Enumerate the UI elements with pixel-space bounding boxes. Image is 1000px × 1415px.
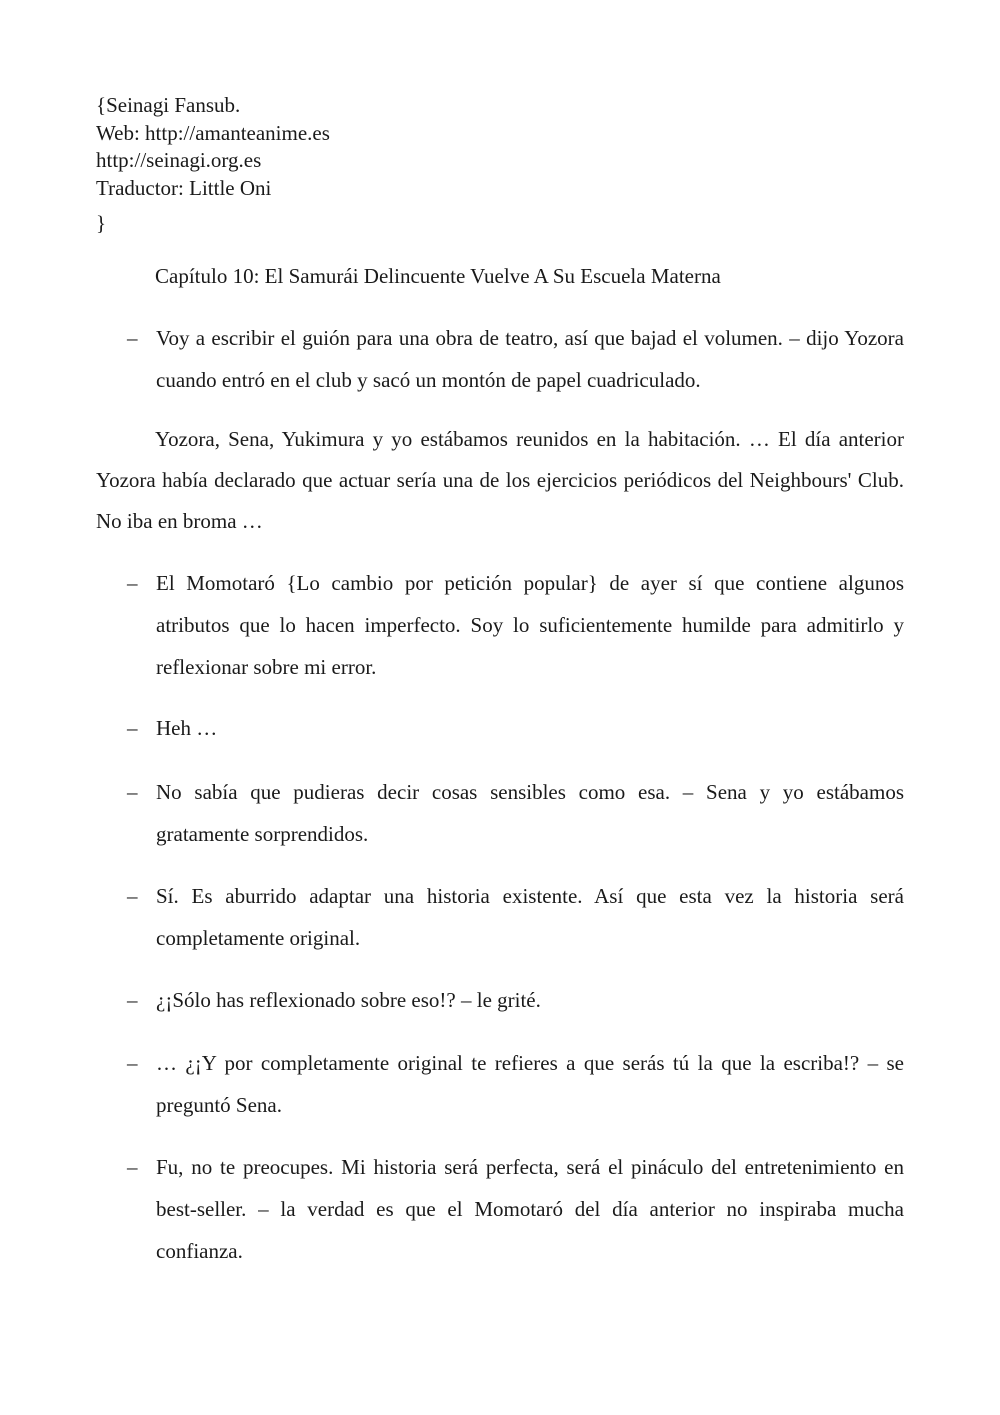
- paragraph-text: El Momotaró {Lo cambio por petición popular} de ayer sí que contiene algunos atributos que lo hacen imperfecto. Soy lo suficientemente humilde para admitirlo y reflexionar sobre mi error.: [156, 571, 904, 679]
- paragraph-text: Voy a escribir el guión para una obra de teatro, así que bajad el volumen. – dijo Yozora cuando entró en el club y sacó un montón de papel cuadriculado.: [156, 326, 904, 392]
- dialogue-dash: –: [127, 1155, 138, 1179]
- dialogue-dash: –: [127, 716, 138, 740]
- paragraph-text: Sí. Es aburrido adaptar una historia existente. Así que esta vez la historia será completamente original.: [156, 884, 904, 950]
- header-line-url: http://seinagi.org.es: [96, 148, 262, 172]
- dialogue-paragraph: [96, 707, 904, 749]
- document-page: [96, 92, 904, 1272]
- translator-header: [96, 92, 904, 202]
- header-line-translator: Traductor: Little Oni: [96, 175, 272, 200]
- header-line-web: Web: http://amanteanime.es: [96, 120, 330, 145]
- dialogue-paragraph: [96, 1146, 904, 1272]
- header-close-brace: }: [96, 211, 107, 235]
- dialogue-dash: –: [127, 326, 138, 350]
- paragraph-text: No sabía que pudieras decir cosas sensibles como esa. – Sena y yo estábamos gratamente sorprendidos.: [156, 780, 904, 846]
- dialogue-dash: –: [127, 571, 138, 595]
- dialogue-dash: –: [127, 1051, 138, 1075]
- dialogue-paragraph: [96, 317, 904, 401]
- dialogue-paragraph: [96, 771, 904, 855]
- paragraph-text: ¿¡Sólo has reflexionado sobre eso!? – le grité.: [156, 988, 541, 1012]
- dialogue-dash: –: [127, 780, 138, 804]
- narration-paragraph: [96, 419, 904, 542]
- paragraph-text: Yozora, Sena, Yukimura y yo estábamos reunidos en la habitación. … El día anterior Yozora había declarado que actuar sería una de los ejercicios periódicos del Neighbours' Club. No iba en broma …: [96, 427, 904, 533]
- chapter-title: Capítulo 10: El Samurái Delincuente Vuelve A Su Escuela Materna: [155, 264, 721, 288]
- dialogue-dash: –: [127, 988, 138, 1012]
- dialogue-paragraph: [96, 1042, 904, 1126]
- dialogue-dash: –: [127, 884, 138, 908]
- header-line-fansub: {Seinagi Fansub.: [96, 93, 241, 117]
- paragraph-text: Heh …: [156, 716, 218, 740]
- paragraph-text: Fu, no te preocupes. Mi historia será perfecta, será el pináculo del entretenimiento en best-seller. – la verdad es que el Momotaró del día anterior no inspiraba mucha confianza.: [156, 1155, 904, 1263]
- dialogue-paragraph: [96, 979, 904, 1021]
- dialogue-paragraph: [96, 875, 904, 959]
- dialogue-paragraph: [96, 562, 904, 688]
- paragraph-text: … ¿¡Y por completamente original te refieres a que serás tú la que la escriba!? – se preguntó Sena.: [156, 1051, 904, 1117]
